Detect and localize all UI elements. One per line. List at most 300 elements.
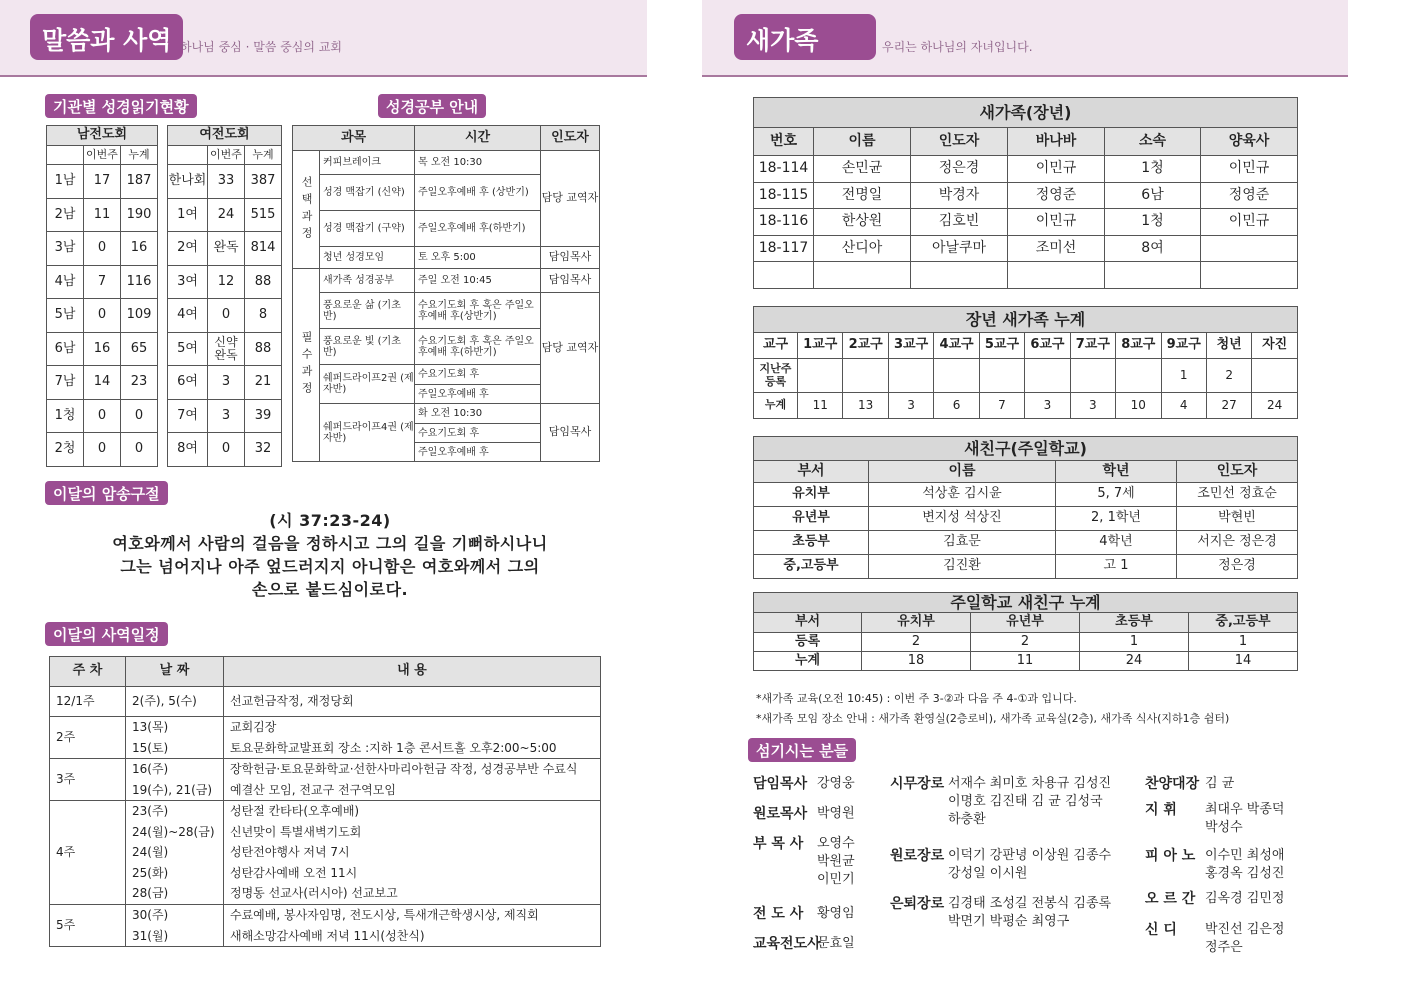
newfam-header: 양육사: [1201, 128, 1298, 156]
schedule-row: [50, 687, 601, 717]
servant-names: [1205, 890, 1284, 908]
reading-value: 0: [84, 232, 121, 266]
schedule-item: 성탄전야행사 저녁 7시: [230, 845, 350, 860]
sunday-new-header: 학년: [1056, 461, 1177, 483]
col-header: 이번주: [84, 146, 121, 165]
col-header: 누계: [121, 146, 158, 165]
reading-value: 0: [208, 299, 245, 333]
newfam-cell: 18-117: [754, 235, 814, 262]
servant-name-line: 김옥경 김민정: [1205, 891, 1285, 906]
verse-reference: (시 37:23-24): [269, 511, 391, 530]
cumulative-cell: [798, 359, 843, 393]
servant-role: 원로장로: [890, 848, 945, 864]
servant-entry: [753, 935, 855, 953]
group-name: 1남: [47, 165, 84, 199]
reading-row: [47, 232, 158, 266]
schedule-row: [50, 717, 601, 759]
newfam-cell: 산디아: [814, 235, 911, 262]
newfam-cell: [814, 262, 911, 289]
servant-names: [817, 775, 855, 793]
group-name: 5남: [47, 299, 84, 333]
group-name: 4남: [47, 265, 84, 299]
sunday-cum-header: 유치부: [862, 613, 971, 633]
servant-names: [1205, 847, 1284, 883]
sunday-new-header: 부서: [754, 461, 869, 483]
schedule-item: 성탄감사예배 오전 11시: [230, 865, 358, 880]
servant-role: 부 목 사: [753, 836, 804, 852]
sunday-cum-header: 초등부: [1080, 613, 1189, 633]
newfam-row: [754, 182, 1298, 209]
study-subject: 쉐퍼드라이프2권 (제자반): [320, 365, 415, 404]
group-name: 6여: [168, 366, 208, 400]
sunday-cum-cell: 1: [1189, 633, 1298, 652]
reading-label: 기관별 성경읽기현황: [45, 94, 197, 118]
newfam-cell: 이민규: [1201, 209, 1298, 236]
servant-names: [1205, 775, 1234, 793]
group-name: 2여: [168, 232, 208, 266]
schedule-date: 24(월): [132, 845, 169, 860]
study-leader: 담임목사: [541, 247, 600, 269]
cumulative-cell: [1070, 359, 1115, 393]
reading-row: [168, 299, 282, 333]
servant-entry: [753, 835, 855, 889]
study-time: 주일오후예배 후: [415, 443, 541, 462]
servant-names: [817, 805, 855, 823]
sunday-new-row: [754, 507, 1298, 531]
study-subject: 풍요로운 삶 (기초반): [320, 293, 415, 329]
newfam-cell: 18-115: [754, 182, 814, 209]
newfam-cell: 18-116: [754, 209, 814, 236]
reading-row: [47, 399, 158, 433]
newfam-cell: 이민규: [1008, 209, 1105, 236]
schedule-item: 새해소망감사예배 저녁 11시(성찬식): [230, 928, 425, 943]
cumulative-cell: [843, 359, 888, 393]
schedule-week: 12/1주: [50, 687, 126, 717]
study-subject: 풍요로운 빛 (기초반): [320, 329, 415, 365]
reading-value: 0: [84, 433, 121, 467]
sunday-cum-cell: 11: [971, 652, 1080, 671]
cumulative-header: 7교구: [1070, 333, 1115, 359]
newfam-cell: 박경자: [911, 182, 1008, 209]
schedule-date: 31(월): [132, 928, 169, 943]
sunday-new-row: [754, 555, 1298, 579]
cumulative-cell: 2: [1206, 359, 1251, 393]
reading-value: 신약 완독: [208, 332, 245, 366]
schedule-items: [224, 717, 601, 759]
cumulative-title: 장년 새가족 누계: [754, 307, 1298, 333]
group-name: 6남: [47, 332, 84, 366]
sunday-new-cell: 5, 7세: [1056, 483, 1177, 507]
reading-value: 88: [245, 332, 282, 366]
col-header: 이번주: [208, 146, 245, 165]
schedule-date: 15(토): [132, 740, 169, 755]
reading-row: [47, 366, 158, 400]
sunday-cum-cell: 24: [1080, 652, 1189, 671]
cumulative-header: 2교구: [843, 333, 888, 359]
reading-row: [47, 165, 158, 199]
reading-value: 14: [84, 366, 121, 400]
study-label: 성경공부 안내: [378, 94, 486, 118]
cumulative-cell: 3: [1025, 393, 1070, 419]
reading-value: 65: [121, 332, 158, 366]
servant-name-line: 이수민 최성애: [1205, 848, 1285, 863]
servant-entry: [753, 905, 855, 923]
reading-value: 17: [84, 165, 121, 199]
cumulative-cell: [979, 359, 1024, 393]
memory-label: 이달의 암송구절: [45, 481, 168, 505]
schedule-row: [50, 801, 601, 905]
newfam-cell: [1201, 235, 1298, 262]
servant-name-line: 최대우 박종덕: [1205, 802, 1285, 817]
reading-value: 187: [121, 165, 158, 199]
newfam-cell: [754, 262, 814, 289]
servant-name-line: 황영임: [817, 906, 855, 921]
servant-name-line: 박성수: [1205, 820, 1243, 835]
left-header-bar: [0, 0, 647, 77]
reading-row: [168, 165, 282, 199]
study-time: 수요기도회 후 혹은 주일오후예배 후(하반기): [415, 329, 541, 365]
schedule-table: [49, 656, 601, 947]
servant-role: 원로목사: [753, 806, 808, 822]
study-subject: 성경 맥잡기 (신약): [320, 175, 415, 211]
schedule-item: 예결산 모임, 전교구 전구역모임: [230, 782, 396, 797]
servant-role: 담임목사: [753, 776, 808, 792]
right-header-subtitle: 우리는 하나님의 자녀입니다.: [882, 40, 1033, 54]
reading-row: [168, 198, 282, 232]
female-reading-table: [167, 125, 282, 467]
new-family-title: 새가족(장년): [754, 98, 1298, 128]
reading-row: [168, 265, 282, 299]
reading-row: [168, 433, 282, 467]
reading-value: 33: [208, 165, 245, 199]
note-location: *새가족 모임 장소 안내 : 새가족 환영실(2층로비), 새가족 교육실(2층), 새가족 식사(지하1층 쉼터): [756, 712, 1230, 725]
sunday-new-header: 인도자: [1177, 461, 1298, 483]
newfam-header: 인도자: [911, 128, 1008, 156]
servant-role: 시무장로: [890, 776, 945, 792]
group-name: 2청: [47, 433, 84, 467]
schedule-header: 내 용: [224, 657, 601, 687]
reading-value: 0: [84, 299, 121, 333]
reading-value: 32: [245, 433, 282, 467]
sunday-cum-cell: 등록: [754, 633, 862, 652]
schedule-item: 선교헌금작정, 재정당회: [230, 694, 354, 709]
reading-row: [47, 265, 158, 299]
servant-entry: [890, 895, 1111, 931]
study-time: 수요기도회 후 혹은 주일오후예배 후(상반기): [415, 293, 541, 329]
reading-value: 12: [208, 265, 245, 299]
servant-role: 교육전도사: [753, 936, 821, 952]
study-time: 주일오후예배 후(하반기): [415, 211, 541, 247]
sunday-cum-header: 중,고등부: [1189, 613, 1298, 633]
servant-entry: [753, 805, 855, 823]
group-name: 7여: [168, 399, 208, 433]
servant-name-line: 정주은: [1205, 940, 1243, 955]
reading-value: 3: [208, 366, 245, 400]
schedule-dates: [126, 905, 224, 947]
cumulative-cell: 4: [1161, 393, 1206, 419]
reading-value: 완독: [208, 232, 245, 266]
servant-entry: [753, 775, 855, 793]
sunday-new-cell: 유치부: [754, 483, 869, 507]
schedule-item: 신년맞이 특별새벽기도회: [230, 824, 362, 839]
study-subject: 성경 맥잡기 (구약): [320, 211, 415, 247]
sunday-cum-title: 주일학교 새친구 누계: [754, 593, 1298, 613]
group-name: 3남: [47, 232, 84, 266]
sunday-cum-cell: 누계: [754, 652, 862, 671]
cumulative-header: 교구: [754, 333, 798, 359]
schedule-item: 교회김장: [230, 720, 277, 734]
servant-role: 지 휘: [1145, 802, 1177, 818]
study-header: 시간: [415, 126, 541, 151]
servant-entry: [890, 775, 1111, 829]
cumulative-cell: [934, 359, 979, 393]
cumulative-header: 9교구: [1161, 333, 1206, 359]
cumulative-cell: 24: [1252, 393, 1298, 419]
group-name: 7남: [47, 366, 84, 400]
group-name: 2남: [47, 198, 84, 232]
newfam-cell: 1청: [1105, 156, 1201, 183]
sunday-new-table: [753, 436, 1298, 579]
sunday-new-cell: 김효문: [869, 531, 1056, 555]
reading-value: 88: [245, 265, 282, 299]
schedule-date: 28(금): [132, 886, 169, 901]
servant-names: [948, 847, 1111, 883]
servant-names: [948, 895, 1111, 931]
newfam-cell: 1청: [1105, 209, 1201, 236]
sunday-cum-header: 유년부: [971, 613, 1080, 633]
verse-line-2: 그는 넘어지나 아주 엎드러지지 아니함은 여호와께서 그의: [120, 557, 540, 576]
servant-entry: [1145, 775, 1234, 793]
servant-name-line: 박영원: [817, 806, 855, 821]
reading-value: 116: [121, 265, 158, 299]
verse-line-3: 손으로 붙드심이로다.: [251, 580, 409, 599]
verse-line-1: 여호와께서 사람의 걸음을 정하시고 그의 길을 기뻐하시나니: [112, 534, 548, 553]
newfam-cell: 18-114: [754, 156, 814, 183]
sunday-new-row: [754, 531, 1298, 555]
schedule-row: [50, 759, 601, 801]
servant-name-line: 김 균: [1205, 776, 1235, 791]
servant-role: 피 아 노: [1145, 848, 1196, 864]
servant-role: 신 디: [1145, 922, 1177, 938]
servants-label: 섬기시는 분들: [748, 738, 856, 762]
cumulative-cell: 6: [934, 393, 979, 419]
study-time: 주일오후예배 후 (상반기): [415, 175, 541, 211]
reading-row: [168, 366, 282, 400]
reading-row: [168, 399, 282, 433]
servant-role: 찬양대장: [1145, 776, 1200, 792]
reading-value: 16: [121, 232, 158, 266]
left-header-subtitle: 하나님 중심 · 말씀 중심의 교회: [180, 40, 342, 54]
study-subject: 커피브레이크: [320, 151, 415, 175]
schedule-item: 장학헌금·토요문화학교·선한사마리아헌금 작정, 성경공부반 수료식: [230, 762, 578, 776]
cumulative-cell: 3: [888, 393, 933, 419]
reading-value: 190: [121, 198, 158, 232]
group-name: 8여: [168, 433, 208, 467]
schedule-items: [224, 687, 601, 717]
servant-name-line: 서재수 최미호 차용규 김성진: [948, 776, 1112, 791]
schedule-date: 30(주): [132, 908, 169, 922]
schedule-label: 이달의 사역일정: [45, 622, 168, 646]
schedule-week: 3주: [50, 759, 126, 801]
cumulative-cell: 11: [798, 393, 843, 419]
sunday-new-title: 새친구(주일학교): [754, 437, 1298, 461]
sunday-cum-header: 부서: [754, 613, 862, 633]
sunday-new-cell: 변지성 석상진: [869, 507, 1056, 531]
servant-name-line: 강성일 이시원: [948, 866, 1028, 881]
schedule-dates: [126, 717, 224, 759]
newfam-cell: 정영준: [1008, 182, 1105, 209]
reading-value: 16: [84, 332, 121, 366]
reading-value: 24: [208, 198, 245, 232]
cumulative-cell: [1252, 359, 1298, 393]
newfam-cell: [911, 262, 1008, 289]
newfam-row: [754, 235, 1298, 262]
cumulative-table: [753, 306, 1298, 419]
newfam-cell: 정영준: [1201, 182, 1298, 209]
servant-names: [1205, 801, 1284, 837]
sunday-cum-cell: 2: [971, 633, 1080, 652]
servant-entry: [1145, 847, 1284, 883]
cumulative-cell: [1025, 359, 1070, 393]
sunday-new-cell: 석상훈 김시윤: [869, 483, 1056, 507]
reading-value: 0: [121, 433, 158, 467]
schedule-week: 5주: [50, 905, 126, 947]
reading-row: [168, 332, 282, 366]
study-time: 화 오전 10:30: [415, 404, 541, 424]
sunday-new-cell: 초등부: [754, 531, 869, 555]
newfam-row: [754, 262, 1298, 289]
sunday-new-header: 이름: [869, 461, 1056, 483]
servant-entry: [1145, 801, 1284, 837]
study-group-required: 필수과정: [293, 269, 320, 462]
sunday-cum-row: [754, 633, 1298, 652]
sunday-cum-row: [754, 652, 1298, 671]
study-leader: 담임목사: [541, 404, 600, 462]
schedule-week: 4주: [50, 801, 126, 905]
sunday-cum-table: [753, 592, 1298, 671]
group-name: 한나회: [168, 165, 208, 199]
sunday-new-cell: 고 1: [1056, 555, 1177, 579]
newfam-cell: 전명일: [814, 182, 911, 209]
study-leader: 담당 교역자: [541, 151, 600, 247]
schedule-items: [224, 759, 601, 801]
study-time: 수요기도회 후: [415, 424, 541, 443]
schedule-item: 성탄절 칸타타(오후예배): [230, 804, 360, 819]
servant-role: 오 르 간: [1145, 891, 1196, 907]
reading-row: [47, 198, 158, 232]
newfam-header: 바나바: [1008, 128, 1105, 156]
cumulative-header: 자진: [1252, 333, 1298, 359]
group-name: 5여: [168, 332, 208, 366]
servant-role: 전 도 사: [753, 906, 804, 922]
study-leader: 담당 교역자: [541, 293, 600, 404]
newfam-cell: 이민규: [1008, 156, 1105, 183]
left-header-title: 말씀과 사역: [30, 14, 183, 60]
servant-entry: [890, 847, 1111, 883]
newfam-cell: 손민균: [814, 156, 911, 183]
newfam-header: 번호: [754, 128, 814, 156]
servant-entry: [1145, 890, 1284, 908]
study-table: [292, 125, 600, 462]
study-time: 주일 오전 10:45: [415, 269, 541, 293]
newfam-row: [754, 156, 1298, 183]
servant-name-line: 박진선 김은정: [1205, 922, 1285, 937]
newfam-cell: 조미선: [1008, 235, 1105, 262]
reading-value: 387: [245, 165, 282, 199]
schedule-item: 수료예배, 봉사자임명, 전도시상, 특새개근학생시상, 제직회: [230, 908, 539, 922]
cumulative-cell: [1116, 359, 1161, 393]
reading-value: 8: [245, 299, 282, 333]
study-time: 목 오전 10:30: [415, 151, 541, 175]
servant-name-line: 오영수: [817, 836, 855, 851]
group-name: 4여: [168, 299, 208, 333]
cumulative-cell: 7: [979, 393, 1024, 419]
newfam-header: 소속: [1105, 128, 1201, 156]
schedule-item: 토요문화학교발표회 장소 :지하 1층 콘서트홀 오후2:00~5:00: [230, 740, 557, 755]
new-family-table: [753, 97, 1298, 289]
cumulative-header: 6교구: [1025, 333, 1070, 359]
cumulative-header: 5교구: [979, 333, 1024, 359]
schedule-date: 24(월)~28(금): [132, 824, 215, 839]
servant-name-line: 이덕기 강판녕 이상원 김종수: [948, 848, 1112, 863]
reading-value: 39: [245, 399, 282, 433]
newfam-row: [754, 209, 1298, 236]
newfam-cell: 이민규: [1201, 156, 1298, 183]
male-reading-table: [46, 125, 158, 467]
servant-names: [817, 905, 855, 923]
reading-row: [168, 232, 282, 266]
cumulative-header: 3교구: [888, 333, 933, 359]
reading-value: 23: [121, 366, 158, 400]
sunday-new-cell: 유년부: [754, 507, 869, 531]
sunday-new-cell: 2, 1학년: [1056, 507, 1177, 531]
schedule-date: 25(화): [132, 865, 169, 880]
cumulative-cell: 27: [1206, 393, 1251, 419]
study-subject: 청년 성경모임: [320, 247, 415, 269]
sunday-cum-cell: 2: [862, 633, 971, 652]
reading-value: 0: [84, 399, 121, 433]
servant-names: [1205, 921, 1284, 957]
note-education: *새가족 교육(오전 10:45) : 이번 주 3-②과 다음 주 4-①과 입니다.: [756, 692, 1077, 705]
servant-name-line: 이명호 김진태 김 균 김성국: [948, 794, 1103, 809]
newfam-cell: 6남: [1105, 182, 1201, 209]
group-name: 3여: [168, 265, 208, 299]
schedule-dates: [126, 801, 224, 905]
servant-name-line: 김경태 조성길 전봉식 김종록: [948, 896, 1112, 911]
sunday-cum-cell: 14: [1189, 652, 1298, 671]
reading-value: 109: [121, 299, 158, 333]
sunday-new-cell: 김진환: [869, 555, 1056, 579]
study-time: 토 오후 5:00: [415, 247, 541, 269]
reading-value: 0: [208, 433, 245, 467]
right-header-bar: [702, 0, 1348, 77]
reading-value: 3: [208, 399, 245, 433]
newfam-cell: 한상원: [814, 209, 911, 236]
study-subject: 쉐퍼드라이프4권 (제자반): [320, 404, 415, 462]
male-table-title: 남전도회: [47, 126, 158, 146]
reading-value: 11: [84, 198, 121, 232]
study-group-elective: 선택과정: [293, 151, 320, 269]
study-leader: 담임목사: [541, 269, 600, 293]
cumulative-header: 8교구: [1116, 333, 1161, 359]
schedule-date: 23(주): [132, 804, 169, 819]
schedule-dates: [126, 687, 224, 717]
schedule-week: 2주: [50, 717, 126, 759]
cumulative-cell: 3: [1070, 393, 1115, 419]
reading-row: [47, 433, 158, 467]
study-time: 주일오후예배 후: [415, 385, 541, 404]
cumulative-header: 청년: [1206, 333, 1251, 359]
